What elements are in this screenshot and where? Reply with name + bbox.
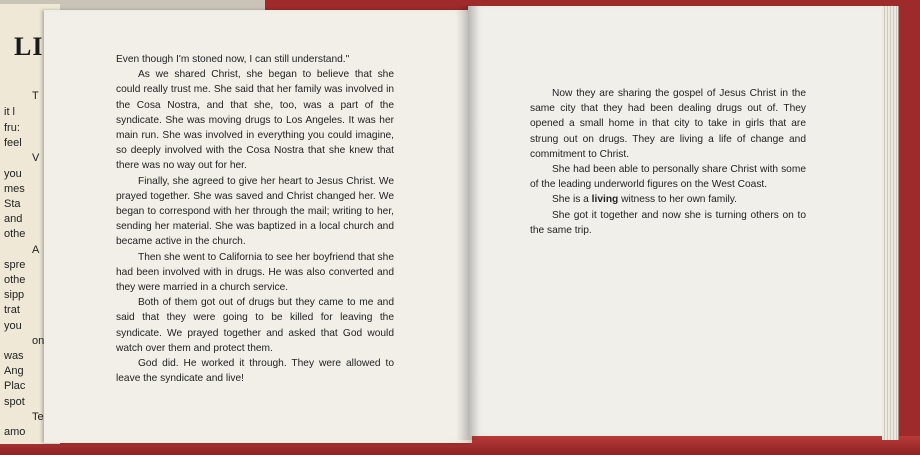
emphasized-word: living xyxy=(591,194,619,206)
previous-page-line: was xyxy=(4,350,24,362)
paragraph: She had been able to personally share Christ with some of the leading underworld figures on the West Coast. xyxy=(530,164,806,191)
previous-page-line: you xyxy=(4,168,22,180)
right-page xyxy=(468,6,884,436)
previous-page-line: othe xyxy=(4,228,26,240)
previous-page-line: it l xyxy=(4,106,15,118)
paragraph: Even though I'm stoned now, I can still understand." xyxy=(116,54,350,65)
paragraph: Both of them got out of drugs but they came to me and said that they were going to be killed for leaving the syndicate. We prayed together and asked that God would watch over them and protect them. xyxy=(116,297,394,354)
paragraph: Then she went to California to see her boyfriend that she had been involved with in drugs. He was also converted and they were married in a church service. xyxy=(116,251,394,294)
previous-page-line: fru: xyxy=(4,122,20,134)
previous-page-line: amo xyxy=(4,426,26,438)
right-page-text xyxy=(530,86,806,238)
paragraph: God did. He worked it through. They were allowed to leave the syndicate and live! xyxy=(116,358,394,385)
left-page-text xyxy=(116,52,394,386)
paragraph: Finally, she agreed to give her heart to Jesus Christ. We prayed together. She was saved and Christ changed her. We began to correspond with her through the mail; writing to her, sending her material. She was baptized in a local church and became active in the church. xyxy=(116,175,394,248)
paragraph: As we shared Christ, she began to believe that she could really trust me. She said that her family was involved in the Cosa Nostra, and that she, too, was a part of the syndicate. She was moving drugs to Los Angeles. It was her main run. She was involved in everything you could imagine, so deeply involved with the Cosa Nostra that she knew that there was no way out for her. xyxy=(116,69,394,172)
previous-page-line: Sta xyxy=(4,198,21,210)
previous-page-line: on xyxy=(32,335,45,347)
previous-page-line: Ang xyxy=(4,365,24,377)
book-gutter xyxy=(456,6,480,440)
previous-page-line: mes xyxy=(4,183,25,195)
previous-page-title: LI xyxy=(14,32,44,61)
text-run: She is a xyxy=(552,194,592,206)
previous-page-line: spot xyxy=(4,396,25,408)
previous-page-line: and xyxy=(4,213,23,225)
previous-page-line: T xyxy=(32,90,39,102)
previous-page-line: feel xyxy=(4,137,22,149)
previous-page-line: sipp xyxy=(4,289,25,301)
page-stack-edges xyxy=(882,6,899,440)
left-page xyxy=(44,10,472,443)
paragraph: Now they are sharing the gospel of Jesus Christ in the same city that they had been dealing drugs out of. They opened a small home in that city to take in girls that are strung out on drugs. They are living a life of change and commitment to Christ. xyxy=(530,88,806,160)
previous-page-line: Plac xyxy=(4,380,26,392)
paragraph: She got it together and now she is turning others on to the same trip. xyxy=(530,209,806,236)
previous-page-line: othe xyxy=(4,274,26,286)
previous-page-line: trat xyxy=(4,304,20,316)
previous-page-line: spre xyxy=(4,259,26,271)
text-run: witness to her own family. xyxy=(618,194,737,206)
previous-page-line: V xyxy=(32,152,40,164)
previous-page-line: Te xyxy=(32,411,44,423)
previous-page-line: you xyxy=(4,320,22,332)
paragraph xyxy=(530,192,806,207)
previous-page-line: A xyxy=(32,244,40,256)
